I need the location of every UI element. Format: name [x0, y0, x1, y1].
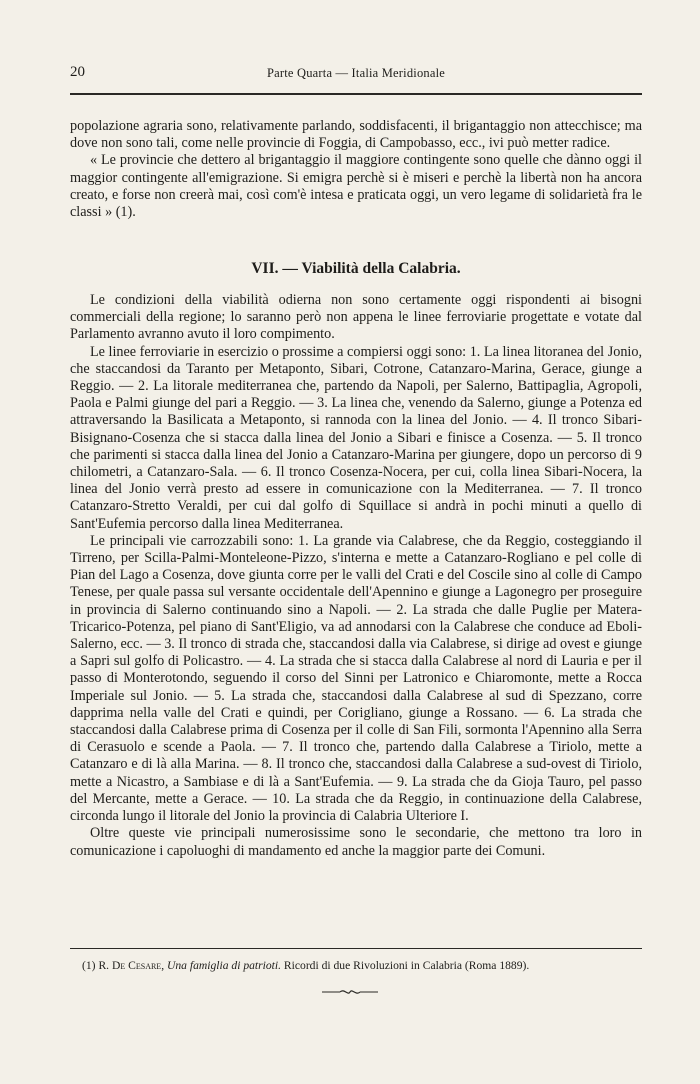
footnote-work: Una famiglia di patrioti. [167, 959, 282, 972]
paragraph: Le linee ferroviarie in esercizio o prossime a compiersi oggi sono: 1. La linea litoranea del Jonio, che staccandosi da Taranto per Metaponto, Sibari, Cotrone, Catanzaro-Marina, Gerace, giunge a Reggio. — 2. La litorale mediterranea che, partendo da Napoli, per Salerno, Battipaglia, Agropoli, Paola e Palmi giunge del pari a Reggio. — 3. La linea che, venendo da Salerno, giunge a Potenza ed attraversando la Basilicata a Metaponto, si rannoda con la linea del Jonio. — 4. Il tronco Sibari-Bisignano-Cosenza che si stacca dalla linea del Jonio a Sibari e finisce a Cosenza. — 5. Il tronco che parimenti si stacca dalla linea del Jonio a Catanzaro-Marina per giungere, dopo un percorso di 9 chilometri, a Catanzaro-Sala. — 6. Il tronco Cosenza-Nocera, per cui, colla linea Sibari-Nocera, la linea del Jonio verrà presto ad essere in comunicazione con la Mediterranea. — 7. Il tronco Catanzaro-Stretto Veraldi, per cui dal golfo di Squillace si andrà in pochi minuti a quello di Sant'Eufemia percorso dalla linea Mediterranea. [70, 343, 642, 532]
intro-text [70, 118, 642, 221]
page-number: 20 [70, 64, 85, 80]
header-rule [70, 93, 642, 95]
footnote-rest: Ricordi di due Rivoluzioni in Calabria (Roma 1889). [283, 959, 530, 972]
paragraph: Oltre queste vie principali numerosissime sono le secondarie, che mettono tra loro in comunicazione i capoluoghi di mandamento ed anche la maggior parte dei Comuni. [70, 825, 642, 859]
paragraph: Le principali vie carrozzabili sono: 1. La grande via Calabrese, che da Reggio, costeggiando il Tirreno, per Scilla-Palmi-Monteleone-Pizzo, s'interna e mette a Catanzaro-Rogliano e pel colle di Pian del Lago a Cosenza, dove giunta corre per le valli del Crati e del Coscile sino al colle di Campo Tenese, per quale passa sul versante occidentale dell'Apennino e giunge a Lagonegro per proseguire in provincia di Salerno continuando sino a Napoli. — 2. La strada che dalle Puglie per Matera-Tricarico-Potenza, pel piano di Sant'Eligio, va ad annodarsi con la Calabrese che conduce ad Eboli-Salerno, ecc. — 3. Il tronco di strada che, staccandosi dalla via Calabrese, si dirige ad ovest e giunge a Sapri sul golfo di Policastro. — 4. La strada che si stacca dalla Calabrese al nord di Lauria e per il passo di Monterotondo, seguendo il corso del Sinni per Latronico e Chiaromonte, mette a Rocca Imperiale sul Jonio. — 5. La strada che, staccandosi dalla Calabrese al sud di Spezzano, corre dapprima nella valle del Crati e quindi, per Corigliano, giunge a Rossano. — 6. La strada che staccandosi dalla Calabrese prima di Cosenza per il colle di San Fili, sormonta l'Apennino alla Serra di Cerasuolo e scende a Paola. — 7. Il tronco che, partendo dalla Calabrese a Tiriolo, mette a Catanzaro e di là alla Marina. — 8. Il tronco che, staccandosi dalla Calabrese a sud-ovest di Tiriolo, mette a Nicastro, a Sambiase e di là a Sant'Eufemia. — 9. La strada che da Gioja Tauro, pel passo del Mercante, mette a Gerace. — 10. La strada che da Reggio, in continuazione della Calabrese, circonda lungo il litorale del Jonio la provincia di Calabria Ulteriore I. [70, 532, 642, 825]
running-title: Parte Quarta — Italia Meridionale [266, 66, 446, 80]
footnote-rule [70, 948, 642, 949]
footnote-author: R. De Cesare, [98, 959, 165, 972]
paragraph: « Le provincie che dettero al brigantaggio il maggiore contingente sono quelle che dànno oggi il maggior contingente all'emigrazione. Si emigra perchè si è miseri e perchè la libertà non ha ancora creato, e forse non creerà mai, così com'è intesa e praticata oggi, un vero legame di solidarietà fra le classi » (1). [70, 152, 642, 221]
footnote-marker: (1) [82, 959, 96, 972]
paragraph: Le condizioni della viabilità odierna non sono certamente oggi rispondenti ai bisogni commerciali della regione; lo saranno però non appena le linee ferroviarie progettate e votate dal Parlamento avranno avuto il loro compimento. [70, 292, 642, 343]
paragraph: popolazione agraria sono, relativamente parlando, soddisfacenti, il brigantaggio non attecchisce; ma dove non sono tali, come nelle provincie di Foggia, di Campobasso, ecc., ivi può metter radice. [70, 118, 642, 152]
section-heading: VII. — Viabilità della Calabria. [251, 260, 461, 277]
footnote [82, 958, 642, 973]
section-text [70, 292, 642, 860]
page-header [70, 64, 642, 86]
end-of-page-ornament-icon [320, 988, 380, 996]
